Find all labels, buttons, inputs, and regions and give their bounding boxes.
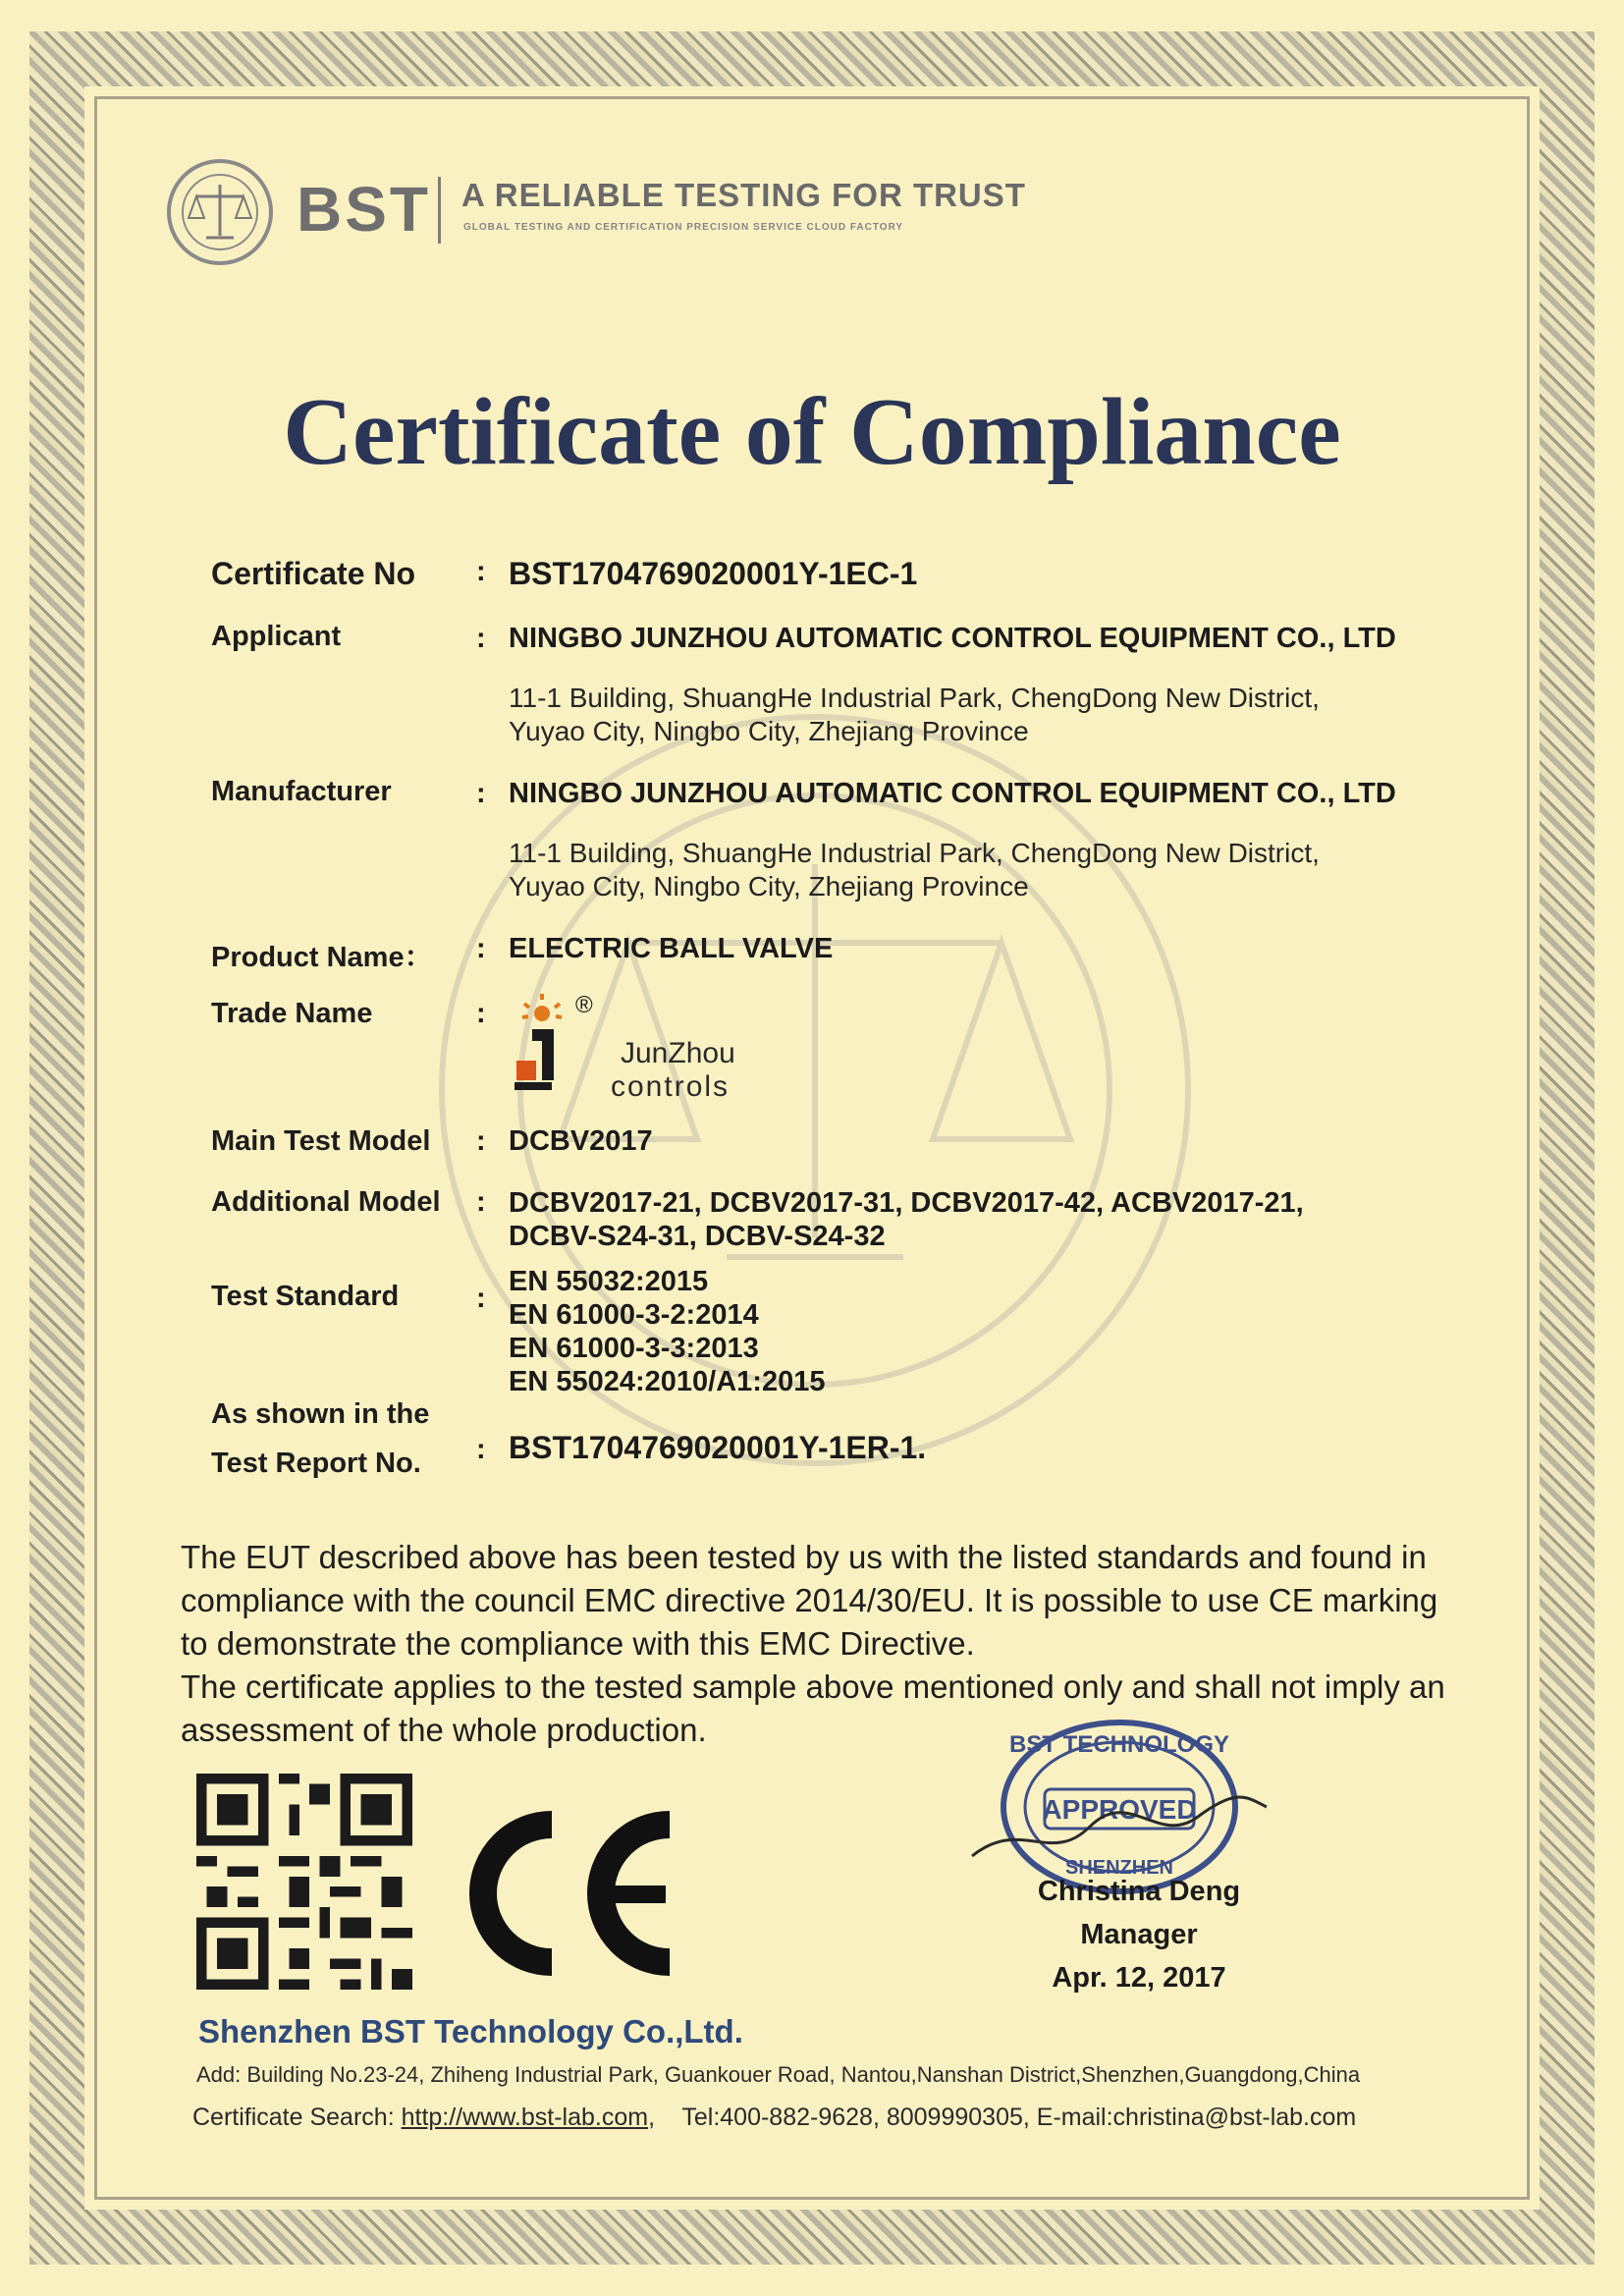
- product-name-value: ELECTRIC BALL VALVE: [509, 933, 834, 964]
- main-test-model-label: Main Test Model: [211, 1125, 431, 1157]
- standard-line: EN 61000-3-2:2014: [509, 1299, 759, 1331]
- applicant-label: Applicant: [211, 621, 342, 652]
- test-report-value: BST1704769020001Y-1ER-1.: [509, 1430, 927, 1465]
- bst-logo-icon: [165, 157, 275, 267]
- model-line: DCBV-S24-31, DCBV-S24-32: [509, 1221, 886, 1252]
- company-name: Shenzhen BST Technology Co.,Ltd.: [198, 2013, 743, 2050]
- trademark-line2: controls: [611, 1070, 731, 1103]
- signatory-date: Apr. 12, 2017: [1052, 1962, 1226, 1994]
- stamp-center-text: APPROVED: [1042, 1794, 1197, 1825]
- brand-name: BST: [297, 174, 431, 245]
- ce-mark-icon: [454, 1805, 679, 1982]
- junzhou-logo-icon: [513, 992, 583, 1094]
- standard-line: EN 55032:2015: [509, 1266, 709, 1297]
- test-report-label-line2: Test Report No.: [211, 1448, 421, 1479]
- additional-model-label: Additional Model: [211, 1186, 441, 1218]
- address-line: 11-1 Building, ShuangHe Industrial Park, ChengDong New District,: [509, 683, 1320, 713]
- applicant-value: NINGBO JUNZHOU AUTOMATIC CONTROL EQUIPMENT CO., LTD: [509, 623, 1396, 654]
- model-line: DCBV2017-21, DCBV2017-31, DCBV2017-42, ACBV2017-21,: [509, 1187, 1304, 1219]
- product-name-label: Product Name：: [211, 942, 433, 973]
- statement-paragraph: The EUT described above has been tested by us with the listed standards and found in compliance with the council EMC directive 2014/30/EU. It is possible to use CE marking to demonstrate the compliance with this EMC Directive.: [181, 1539, 1438, 1662]
- contact-info: Tel:400-882-9628, 8009990305, E-mail:christina@bst-lab.com: [681, 2104, 1357, 2131]
- qr-code-icon: [196, 1774, 412, 1990]
- colon: :: [476, 778, 486, 809]
- address-line: Yuyao City, Ningbo City, Zhejiang Province: [509, 871, 1029, 902]
- certificate-no-value: BST1704769020001Y-1EC-1: [509, 556, 918, 591]
- address-line: Yuyao City, Ningbo City, Zhejiang Province: [509, 716, 1029, 746]
- certificate-no-label: Certificate No: [211, 556, 416, 591]
- additional-model-value: [509, 1186, 1304, 1253]
- colon: :: [476, 1186, 486, 1218]
- signatory-name: Christina Deng: [1037, 1876, 1241, 1907]
- trademark-line1: JunZhou: [621, 1037, 735, 1069]
- statement-paragraph: The certificate applies to the tested sample above mentioned only and shall not imply an assessment of the whole production.: [181, 1668, 1445, 1748]
- standard-line: EN 61000-3-3:2013: [509, 1333, 759, 1364]
- colon: :: [476, 1434, 486, 1465]
- search-link[interactable]: http://www.bst-lab.com: [401, 2104, 649, 2131]
- standard-line: EN 55024:2010/A1:2015: [509, 1366, 826, 1397]
- manufacturer-address: [509, 837, 1320, 903]
- test-report-label-line1: As shown in the: [211, 1398, 430, 1430]
- company-address: Add: Building No.23-24, Zhiheng Industrial Park, Guankouer Road, Nantou,Nanshan District,Shenzhen,Guangdong,China: [196, 2062, 1361, 2087]
- stamp-top-text: BST TECHNOLOGY: [1008, 1731, 1230, 1758]
- brand-slogan-sub: GLOBAL TESTING AND CERTIFICATION PRECISION SERVICE CLOUD FACTORY: [463, 222, 904, 233]
- colon: :: [476, 623, 486, 654]
- main-test-model-value: DCBV2017: [509, 1125, 653, 1157]
- search-label: Certificate Search:: [192, 2104, 395, 2131]
- colon: :: [476, 1125, 486, 1157]
- colon: :: [476, 1283, 486, 1314]
- manufacturer-value: NINGBO JUNZHOU AUTOMATIC CONTROL EQUIPMENT CO., LTD: [509, 778, 1396, 809]
- test-standard-label: Test Standard: [211, 1281, 400, 1312]
- applicant-address: [509, 682, 1320, 748]
- registered-mark: ®: [575, 992, 593, 1018]
- certificate-search: Certificate Search: http://www.bst-lab.com, Tel:400-882-9628, 8009990305, E-mail:christina@bst-lab.com: [192, 2104, 1357, 2131]
- junzhou-trademark: [513, 992, 768, 1103]
- address-line: 11-1 Building, ShuangHe Industrial Park, ChengDong New District,: [509, 838, 1320, 868]
- certificate-title: Certificate of Compliance: [283, 379, 1341, 485]
- test-standard-value: [509, 1265, 825, 1398]
- stamp-bottom-text: SHENZHEN: [1064, 1857, 1174, 1879]
- colon: :: [476, 998, 486, 1029]
- brand-divider: [438, 177, 441, 244]
- brand-slogan: A RELIABLE TESTING FOR TRUST: [461, 177, 1026, 213]
- manufacturer-label: Manufacturer: [211, 776, 392, 807]
- signatory-title: Manager: [1080, 1919, 1198, 1950]
- colon: :: [476, 933, 486, 964]
- trade-name-label: Trade Name: [211, 998, 373, 1029]
- colon: :: [476, 556, 486, 587]
